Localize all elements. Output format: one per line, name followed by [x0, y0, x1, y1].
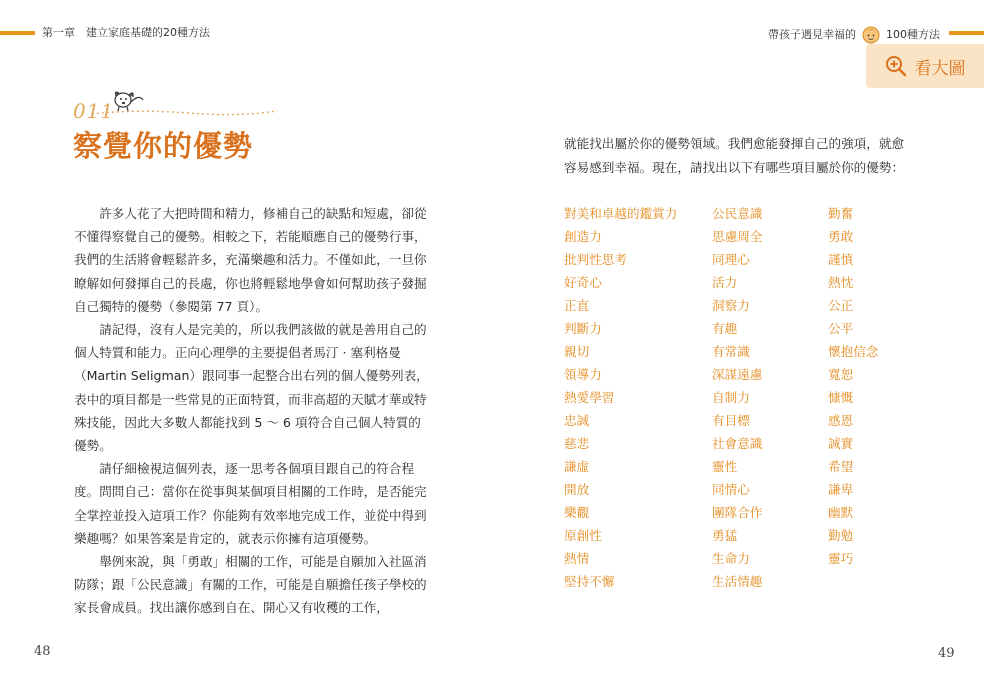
- intro-line: 就能找出屬於你的優勢領域。我們愈能發揮自己的強項，就愈: [564, 136, 905, 151]
- traits-column-3: [828, 202, 878, 570]
- trait-item: 生活情趣: [712, 574, 763, 589]
- trait-item: 深謀遠慮: [712, 367, 763, 382]
- traits-column-2: [712, 202, 762, 593]
- trait-item: 熱情: [564, 551, 590, 566]
- trait-item: 同理心: [712, 252, 750, 267]
- trait-item: 靈性: [712, 459, 738, 474]
- trait-item: 慷慨: [828, 390, 854, 405]
- book-header-suffix: 100種方法: [886, 28, 940, 41]
- trait-item: 忠誠: [564, 413, 590, 428]
- trait-item: 勤奮: [828, 206, 854, 221]
- trait-item: 有常識: [712, 344, 750, 359]
- trait-item: 希望: [828, 459, 854, 474]
- trait-item: 公民意識: [712, 206, 763, 221]
- view-large-label: 看大圖: [914, 58, 966, 79]
- trait-item: 謙虛: [564, 459, 590, 474]
- trait-item: 熱忱: [828, 275, 854, 290]
- book-header-prefix: 帶孩子遇見幸福的: [768, 28, 856, 41]
- trait-item: 勇猛: [712, 528, 738, 543]
- body-paragraph: 請仔細檢視這個列表，逐一思考各個項目跟自己的符合程度。問問自己：當你在從事與某個項目相關的工作時，是否能完全掌控並投入這項工作？你能夠有效率地完成工作，並從中得到樂趣嗎？如果答案是肯定的，就表示你擁有這項優勢。: [74, 461, 427, 546]
- trait-item: 樂觀: [564, 505, 590, 520]
- trait-item: 活力: [712, 275, 738, 290]
- chapter-header: 第一章 建立家庭基礎的20種方法: [42, 26, 210, 39]
- trait-item: 判斷力: [564, 321, 602, 336]
- trait-item: 靈巧: [828, 551, 854, 566]
- body-paragraph: 舉例來說，與「勇敢」相關的工作，可能是自願加入社區消防隊；跟「公民意識」有關的工作，可能是自願擔任孩子學校的家長會成員。找出讓你感到自在、開心又有收穫的工作，: [74, 554, 427, 616]
- body-paragraph: 許多人花了大把時間和精力，修補自己的缺點和短處，卻從不懂得察覺自己的優勢。相較之下，若能順應自己的優勢行事，我們的生活將會輕鬆許多，充滿樂趣和活力。不僅如此，一旦你瞭解如何發揮自己的長處，你也將輕鬆地學會如何幫助孩子發掘自己獨特的優勢（參閱第 77 頁）。: [74, 206, 427, 314]
- trait-item: 正直: [564, 298, 590, 313]
- trait-item: 堅持不懈: [564, 574, 615, 589]
- trait-item: 批判性思考: [564, 252, 627, 267]
- trait-item: 親切: [564, 344, 590, 359]
- section-number: 011: [73, 99, 115, 123]
- header-accent-bar-right: [949, 31, 984, 35]
- trait-item: 自制力: [712, 390, 750, 405]
- trait-item: 創造力: [564, 229, 602, 244]
- trait-item: 勇敢: [828, 229, 854, 244]
- trait-item: 原創性: [564, 528, 602, 543]
- trait-item: 有趣: [712, 321, 738, 336]
- trait-item: 好奇心: [564, 275, 602, 290]
- zoom-in-icon: [885, 55, 907, 77]
- trait-item: 誠實: [828, 436, 854, 451]
- trait-item: 對美和卓越的鑑賞力: [564, 206, 678, 221]
- trait-item: 寬恕: [828, 367, 854, 382]
- trait-item: 有目標: [712, 413, 750, 428]
- trait-item: 生命力: [712, 551, 750, 566]
- right-intro-text: [564, 132, 924, 180]
- trait-item: 思慮周全: [712, 229, 763, 244]
- trait-item: 公正: [828, 298, 854, 313]
- page-number-right: 49: [938, 646, 955, 661]
- trait-item: 熱愛學習: [564, 390, 615, 405]
- book-header: [768, 24, 940, 44]
- trait-item: 懷抱信念: [828, 344, 879, 359]
- title-decorative-dotted-line: [92, 108, 277, 118]
- trait-item: 洞察力: [712, 298, 750, 313]
- trait-item: 謙卑: [828, 482, 854, 497]
- child-face-icon: [860, 24, 882, 44]
- trait-item: 慈悲: [564, 436, 590, 451]
- trait-item: 勤勉: [828, 528, 854, 543]
- trait-item: 團隊合作: [712, 505, 763, 520]
- section-title: 察覺你的優勢: [73, 129, 254, 163]
- trait-item: 感恩: [828, 413, 854, 428]
- intro-line: 容易感到幸福。現在，請找出以下有哪些項目屬於你的優勢：: [564, 160, 905, 175]
- view-large-button[interactable]: [866, 44, 984, 88]
- trait-item: 社會意識: [712, 436, 763, 451]
- trait-item: 開放: [564, 482, 590, 497]
- traits-column-1: [564, 202, 677, 593]
- trait-item: 謹慎: [828, 252, 854, 267]
- trait-item: 同情心: [712, 482, 750, 497]
- trait-item: 幽默: [828, 505, 854, 520]
- trait-item: 公平: [828, 321, 854, 336]
- page-number-left: 48: [34, 644, 51, 659]
- body-paragraph: 請記得，沒有人是完美的，所以我們該做的就是善用自己的個人特質和能力。正向心理學的主要提倡者馬汀 · 塞利格曼（Martin Seligman）跟同事一起整合出右列的個人優勢列表，表中的項目都是一些常見的正面特質，而非高超的天賦才華或特殊技能，因此大多數人都能找到 5 ～ 6 項符合自己個人特質的優勢。: [74, 322, 429, 454]
- left-body-text: [74, 202, 430, 620]
- trait-item: 領導力: [564, 367, 602, 382]
- header-accent-bar-left: [0, 31, 35, 35]
